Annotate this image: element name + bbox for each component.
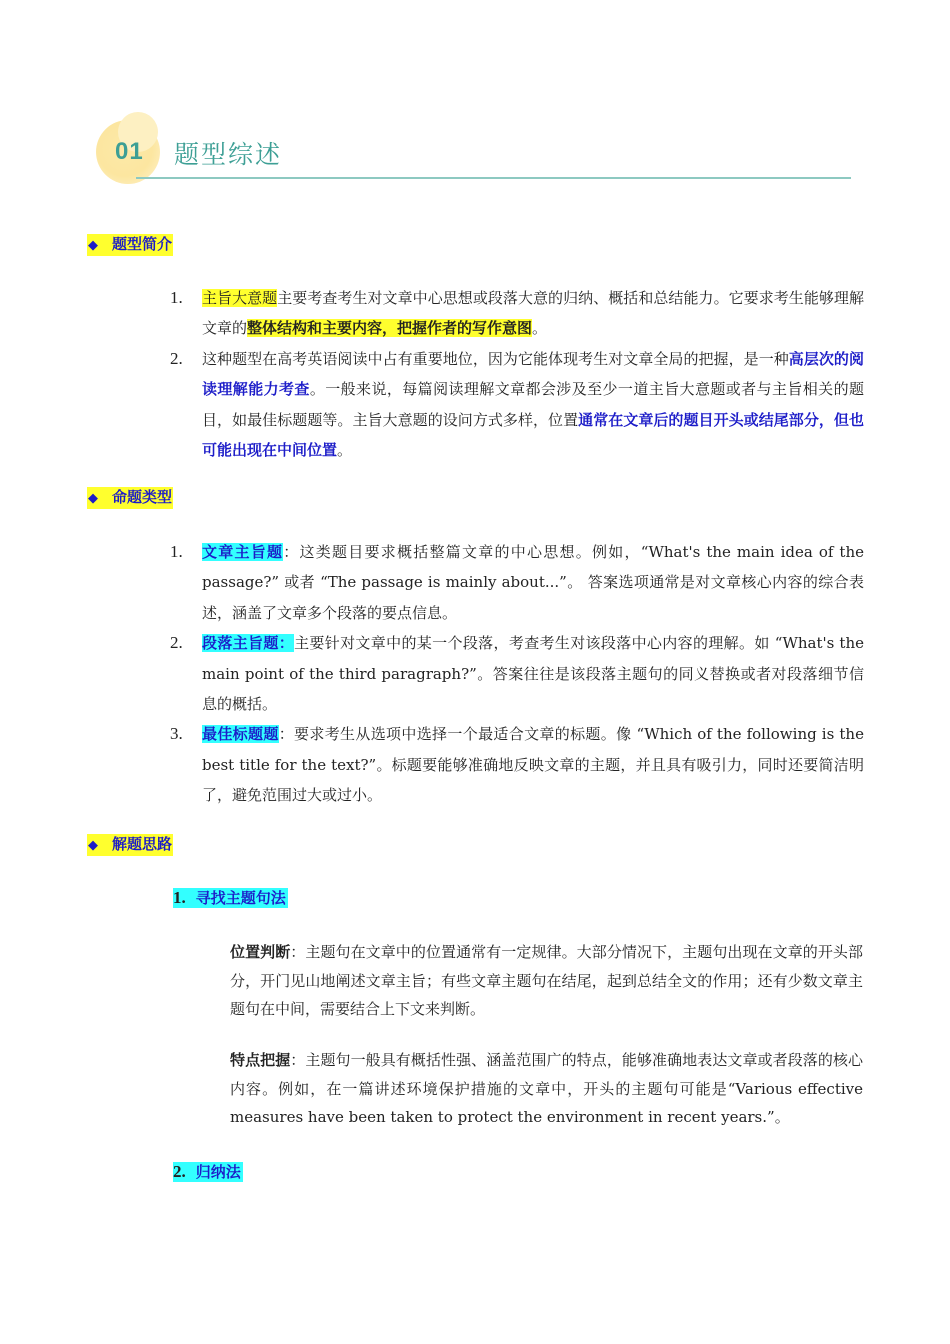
intro-list [170,283,864,465]
list-number: 2. [170,348,183,368]
list-item [170,719,864,810]
item-text: 这类题目要求概括整篇文章的中心思想。例如，“What's the main idea of the passage?” 或者 “The passage is mainly about...”。 答案选项通常是对文章核心内容的综合表述，涵盖了文章多个段落的要点信息。 [202,543,864,622]
section-title-types [87,487,173,509]
list-number: 3. [170,724,183,744]
heading-number: 01 [115,138,144,165]
list-number: 1. [170,542,183,561]
item-text: 主要针对文章中的某一个段落，考查考生对该段落中心内容的理解。如 “What's the main point of the third paragraph?”。答案往往是该段落主题句的同义替换或者对段落细节信息的概括。 [202,634,864,714]
diamond-bullet-icon: ◆ [88,838,98,853]
type-label: 段落主旨题： [202,634,295,653]
section-title-intro [87,234,173,256]
diamond-bullet-icon: ◆ [88,491,98,506]
heading-underline [136,177,851,179]
blue-emphasis-text: 高层次的阅读理解能力考查 [202,349,864,399]
paragraph-text: ：主题句一般具有概括性强、涵盖范围广的特点，能够准确地表达文章或者段落的核心内容。例如，在一篇讲述环境保护措施的文章中，开头的主题句可能是“Various effective measures have been taken to protect the environment in recent years.”。 [230,1051,863,1126]
section-title-approach-text: 解题思路 [112,835,173,853]
types-list [170,537,864,811]
label-separator: ： [278,725,295,744]
list-number: 1. [170,288,183,307]
item-text: 要求考生从选项中选择一个最适合文章的标题。像 “Which of the following is the best title for the text?”。标题要能够准确地反映文章的主题，并且具有吸引力，同时还要简洁明了，避免范围过大或过小。 [202,725,864,805]
method-paragraph [230,1046,863,1132]
bold-highlight-text: 整体结构和主要内容，把握作者的写作意图 [247,319,533,338]
item-text-end: 。 [532,319,548,338]
heading-title: 题型综述 [174,140,283,169]
section-title-intro-text: 题型简介 [112,235,173,253]
section-heading [96,118,856,190]
type-label: 最佳标题题 [202,725,279,744]
section-title-types-text: 命题类型 [112,488,173,506]
method-title-2 [173,1162,243,1182]
method-number: 2. [173,1162,186,1181]
section-title-approach [87,834,173,856]
method-title-text: 寻找主题句法 [195,889,286,907]
list-item [170,344,864,466]
type-label: 文章主旨题 [202,543,284,561]
list-item [170,283,864,344]
highlight-term: 主旨大意题 [202,289,278,307]
item-text: 这种题型在高考英语阅读中占有重要地位，因为它能体现考生对文章全局的把握，是一种 [202,349,789,368]
paragraph-label: 位置判断 [230,943,291,961]
paragraph-label: 特点把握 [230,1051,291,1069]
item-text-end: 。 [337,441,353,460]
method-title-1 [173,888,288,908]
paragraph-text: ：主题句在文章中的位置通常有一定规律。大部分情况下，主题句出现在文章的开头部分，开门见山地阐述文章主旨；有些文章主题句在结尾，起到总结全文的作用；还有少数文章主题句在中间，需要结合上下文来判断。 [230,943,863,1018]
list-number: 2. [170,633,183,653]
method-title-text: 归纳法 [195,1163,241,1181]
item-text: 。一般来说，每篇阅读理解文章都会涉及至少一道主旨大意题或者与主旨相关的题目，如最佳标题题等。主旨大意题的设问方式多样，位置 [202,380,864,429]
blue-emphasis-text: 通常在文章后的题目开头或结尾部分，但也可能出现在中间位置 [202,410,864,460]
label-separator: ： [283,543,300,561]
method-paragraph [230,938,863,1024]
diamond-bullet-icon: ◆ [88,238,98,253]
list-item [170,537,864,628]
list-item [170,628,864,719]
item-text: 主要考查考生对文章中心思想或段落大意的归纳、概括和总结能力。它要求考生能够理解文章的 [202,289,864,338]
method-number: 1. [173,888,186,907]
